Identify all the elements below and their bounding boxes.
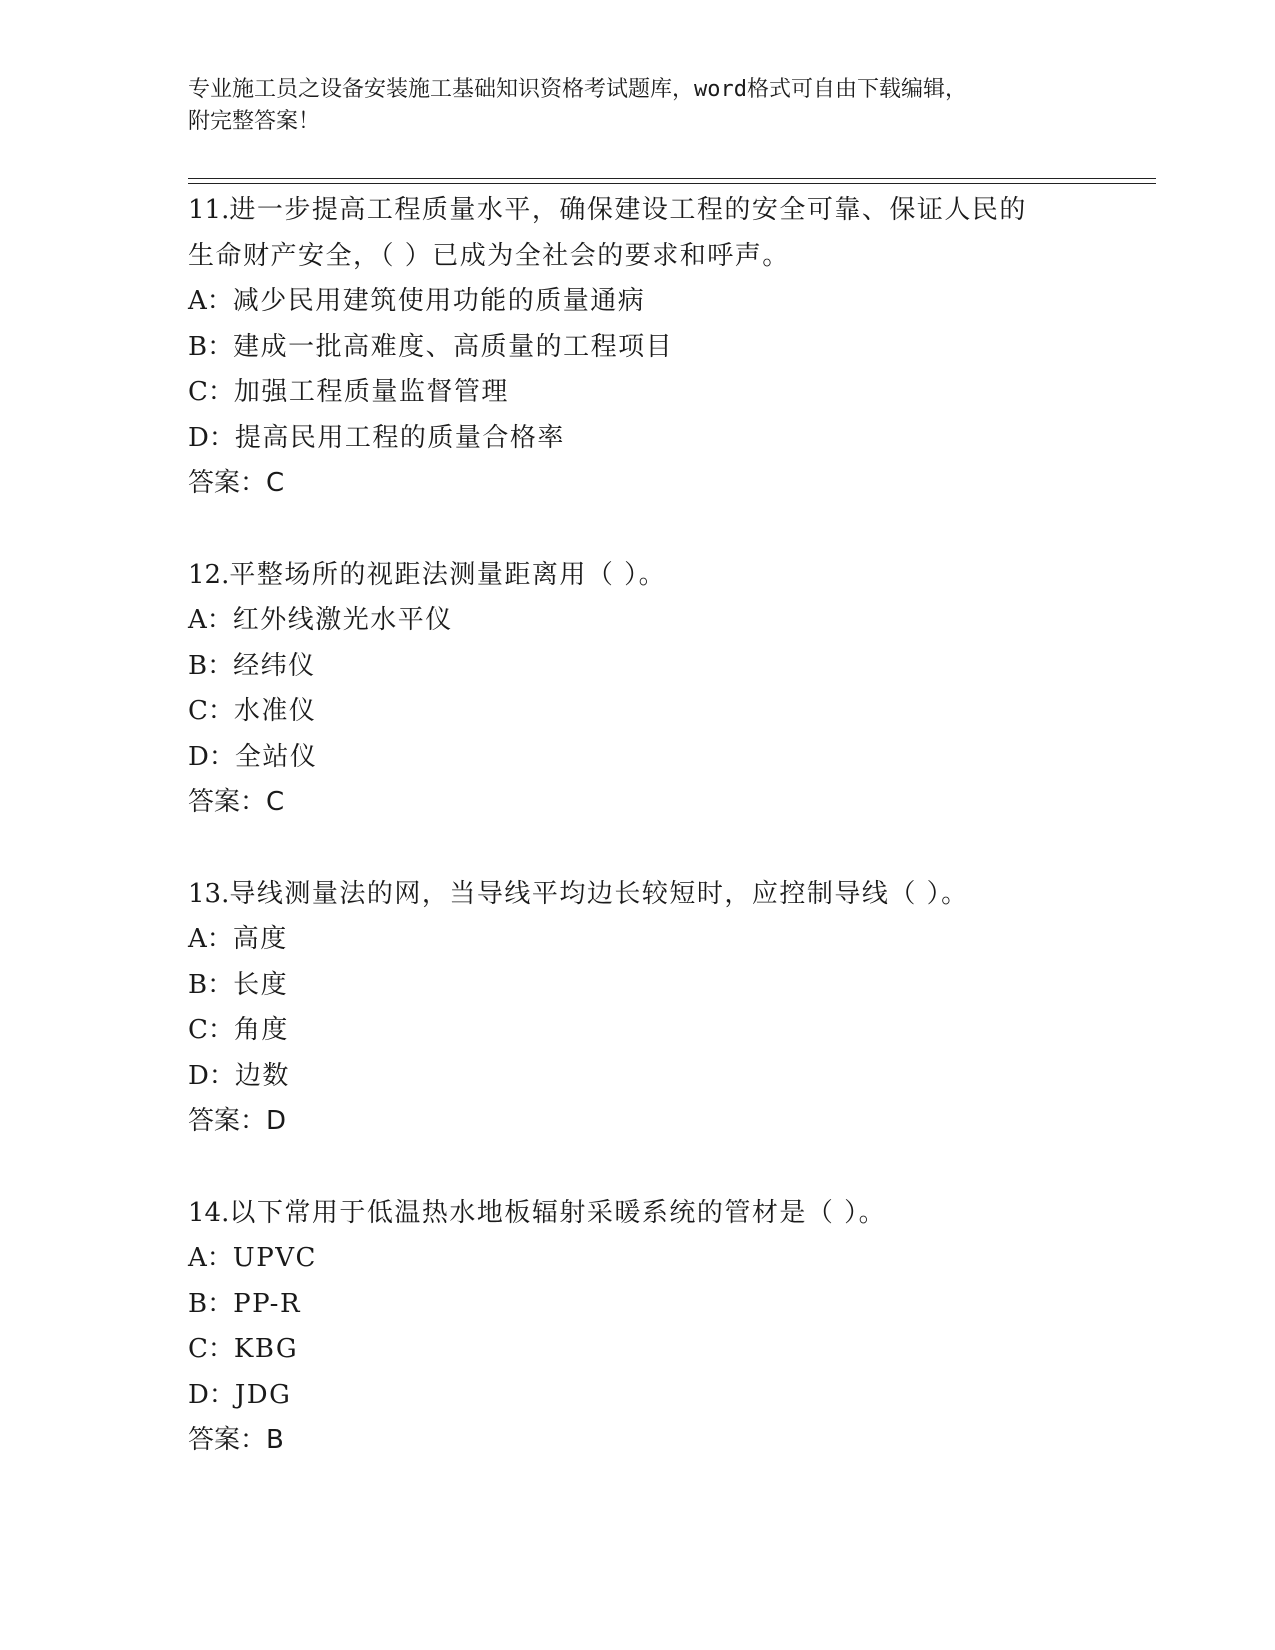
option-c: [188, 370, 1148, 416]
option-c: [188, 1008, 1148, 1054]
document-header: [188, 74, 1068, 138]
answer-line: 答案：C: [188, 468, 285, 498]
option-d: [188, 1054, 1148, 1100]
option-key: B：: [188, 969, 234, 1000]
header-divider-bottom: [188, 183, 1156, 184]
option-b: [188, 1282, 1148, 1328]
option-key: A：: [188, 1243, 233, 1273]
option-key: A：: [188, 924, 233, 954]
option-key: A：: [188, 605, 233, 635]
option-b: [188, 644, 1148, 690]
answer-line: 答案：C: [188, 787, 285, 817]
option-key: B：: [188, 331, 234, 362]
option-a: [188, 917, 1148, 963]
option-text: 长度: [233, 969, 289, 1000]
header-divider-top: [188, 178, 1156, 179]
option-text: 高度: [232, 924, 288, 954]
option-a: [188, 279, 1148, 325]
question-12: [188, 553, 1148, 826]
option-text: 建成一批高难度、高质量的工程项目: [233, 331, 674, 362]
option-text: 全站仪: [234, 741, 318, 772]
question-11: [188, 188, 1148, 507]
header-line-2: 附完整答案！: [188, 109, 321, 134]
option-text: 角度: [233, 1015, 289, 1045]
option-key: D：: [188, 1060, 235, 1091]
question-13: [188, 872, 1148, 1145]
option-text: 边数: [234, 1060, 290, 1091]
option-text: 红外线激光水平仪: [232, 605, 453, 635]
option-text: 减少民用建筑使用功能的质量通病: [232, 286, 646, 316]
question-stem-line: [188, 188, 1148, 234]
option-key: A：: [188, 286, 233, 316]
question-14: [188, 1191, 1148, 1464]
option-key: C：: [188, 377, 234, 407]
option-text: 加强工程质量监督管理: [233, 377, 509, 407]
option-key: C：: [188, 696, 234, 726]
option-d: [188, 416, 1148, 462]
header-line-1: 专业施工员之设备安装施工基础知识资格考试题库，word格式可自由下载编辑，: [188, 77, 967, 102]
question-number: 14.: [188, 1197, 230, 1228]
option-b: [188, 325, 1148, 371]
answer-line: 答案：D: [188, 1106, 287, 1136]
answer-line: 答案：B: [188, 1425, 284, 1455]
option-b: [188, 963, 1148, 1009]
question-stem-line: 生命财产安全，（ ）已成为全社会的要求和呼声。: [188, 240, 790, 271]
option-c: [188, 689, 1148, 735]
option-key: B：: [188, 650, 234, 681]
question-number: 11.: [188, 195, 230, 225]
option-d: [188, 1373, 1148, 1419]
question-stem-line: [188, 553, 1148, 599]
question-number: 12.: [188, 559, 230, 590]
question-list: [188, 188, 1148, 1510]
option-text: 水准仪: [233, 696, 317, 726]
option-key: D：: [188, 422, 235, 453]
option-a: [188, 1236, 1148, 1282]
option-text: JDG: [234, 1379, 292, 1410]
question-stem-text: 导线测量法的网，当导线平均边长较短时，应控制导线（ ）。: [229, 878, 969, 909]
question-stem-line: [188, 872, 1148, 918]
option-c: [188, 1327, 1148, 1373]
option-d: [188, 735, 1148, 781]
question-number: 13.: [188, 878, 230, 909]
option-text: UPVC: [232, 1243, 317, 1273]
option-key: D：: [188, 741, 235, 772]
option-text: PP-R: [233, 1288, 302, 1319]
option-text: 提高民用工程的质量合格率: [234, 422, 565, 453]
option-key: C：: [188, 1015, 234, 1045]
question-stem-text: 以下常用于低温热水地板辐射采暖系统的管材是（ ）。: [229, 1197, 887, 1228]
option-a: [188, 598, 1148, 644]
option-key: B：: [188, 1288, 234, 1319]
option-text: 经纬仪: [233, 650, 316, 681]
question-stem-line: [188, 1191, 1148, 1237]
option-key: D：: [188, 1379, 235, 1410]
option-text: KBG: [233, 1334, 299, 1364]
question-stem-text: 平整场所的视距法测量距离用（ ）。: [229, 559, 667, 590]
option-key: C：: [188, 1334, 234, 1364]
question-stem-text: 进一步提高工程质量水平，确保建设工程的安全可靠、保证人民的: [229, 195, 1027, 225]
